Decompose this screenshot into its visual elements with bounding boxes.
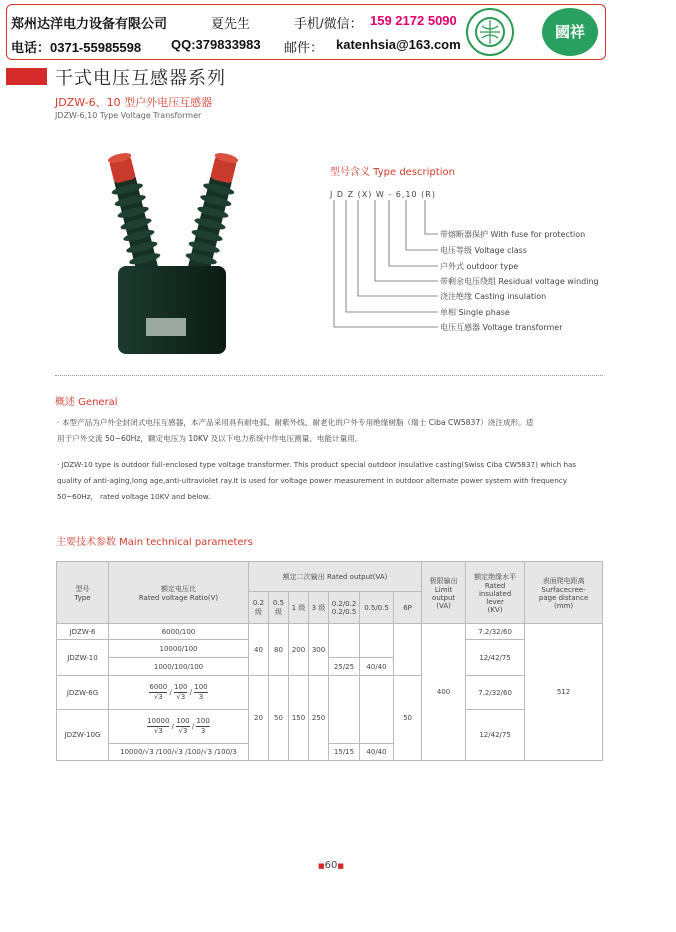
table-cell-6p: 50 <box>394 676 422 761</box>
table-cell <box>360 624 394 658</box>
general-cn-text: · 本型产品为户外全封闭式电压互感器，本产品采用具有耐电弧、耐紫外线、耐老化的户外专用绝缘树脂（瑞士 Ciba CW5837）浇注成形。适 用于户外交流 50~60Hz，额定电压为 10KV 及以下电力系统中作电压测量、电能计量用。 <box>57 418 534 443</box>
table-cell-ratio: 10000/100 <box>109 640 249 658</box>
type-description-heading: 型号含义 Type description <box>330 167 455 178</box>
table-cell: 40/40 <box>360 744 394 761</box>
header-class: 0.5 级 <box>269 592 289 624</box>
technical-parameters-table <box>56 561 603 761</box>
header-class: 0.2 级 <box>249 592 269 624</box>
tel-number[interactable]: 电话：0371-55985598 <box>11 40 142 55</box>
company-seal-logo-icon <box>466 8 514 56</box>
table-cell: 40 <box>249 624 269 676</box>
header-class: 0.5/0.5 <box>360 592 394 624</box>
header-rated-output: 额定二次输出 Rated output(VA) <box>249 562 422 592</box>
table-cell-creepage: 512 <box>525 624 603 761</box>
table-cell: 300 <box>309 624 329 676</box>
title-accent-bar <box>6 68 47 85</box>
table-cell-type: JDZW-6 <box>57 624 109 640</box>
subtitle-en: JDZW-6,10 Type Voltage Transformer <box>55 111 202 120</box>
table-cell-insulation: 7.2/32/60 <box>466 676 525 710</box>
table-cell: 80 <box>269 624 289 676</box>
page-number: ■60■ <box>318 860 344 871</box>
phone-number[interactable]: 159 2172 5090 <box>370 13 457 28</box>
general-heading: 概述 General <box>55 397 118 408</box>
table-cell-ratio: 10000/√3 /100/√3 /100/√3 /100/3 <box>109 744 249 761</box>
table-cell: 50 <box>269 676 289 761</box>
header-class: 1 级 <box>289 592 309 624</box>
type-code-leader-lines <box>330 200 440 330</box>
header-insulation: 额定绝缘水平 Rated insulated lever (KV) <box>466 562 525 624</box>
table-cell <box>360 676 394 744</box>
company-name: 郑州达洋电力设备有限公司 <box>11 16 168 31</box>
type-item: 带熔断器保护 With fuse for protection <box>440 230 586 239</box>
table-cell-type: JDZW-10G <box>57 710 109 761</box>
header-creepage: 表面爬电距离 Surfacecree- page distance (mm) <box>525 562 603 624</box>
table-cell-insulation: 12/42/75 <box>466 710 525 761</box>
table-cell-ratio: $\frac{10000}{√3}$ / $\frac{100}{√3}$ / $\frac{100}{3}$ <box>109 710 249 744</box>
header-class: 6P <box>394 592 422 624</box>
mail-label: 邮件： <box>284 40 324 55</box>
type-item: 带剩余电压绕组 Residual voltage winding <box>440 277 599 286</box>
phone-label: 手机/微信： <box>294 16 363 31</box>
table-cell: 200 <box>289 624 309 676</box>
general-en-text: · JDZW-10 type is outdoor full-enclosed type voltage transformer. This product special outdoor insulative casting(Swiss Ciba CW5837) which has quality of anti-aging,long age,anti-ultraviolet ray.It is used for voltage power measurement in outdoor alternate power system with frequency 50~60Hz， rated voltage 10KV and below. <box>57 460 577 501</box>
params-heading: 主要技术参数 Main technical parameters <box>56 537 253 548</box>
table-cell-insulation: 7.2/32/60 <box>466 624 525 640</box>
table-cell: 25/25 <box>329 658 360 676</box>
table-cell-limit: 400 <box>422 624 466 761</box>
type-code: J D Z (X) W - 6,10 (R) <box>330 190 436 199</box>
table-cell-insulation: 12/42/75 <box>466 640 525 676</box>
header-ratio: 额定电压比 Rated voltage Ratio(V) <box>109 562 249 624</box>
type-item: 浇注绝缘 Casting insulation <box>440 292 547 301</box>
table-cell: 20 <box>249 676 269 761</box>
header-class: 0.2/0.2 0.2/0.5 <box>329 592 360 624</box>
table-cell <box>394 624 422 676</box>
qq-number: QQ:379833983 <box>171 37 261 52</box>
table-cell: 250 <box>309 676 329 761</box>
brand-logo-icon: 國祥 <box>542 8 598 56</box>
table-cell: 15/15 <box>329 744 360 761</box>
type-item: 户外式 outdoor type <box>440 262 519 271</box>
transformer-product-image <box>88 138 258 360</box>
header-limit-output: 极限输出 Limit output (VA) <box>422 562 466 624</box>
type-item: 电压互感器 Voltage transformer <box>440 323 563 332</box>
table-cell-ratio: 1000/100/100 <box>109 658 249 676</box>
table-cell-ratio: 6000/100 <box>109 624 249 640</box>
email-address[interactable]: katenhsia@163.com <box>336 37 461 52</box>
header-class: 3 级 <box>309 592 329 624</box>
table-cell: 40/40 <box>360 658 394 676</box>
table-cell <box>329 676 360 744</box>
table-cell-type: JDZW-6G <box>57 676 109 710</box>
header-type: 型号 Type <box>57 562 109 624</box>
table-cell-type: JDZW-10 <box>57 640 109 676</box>
type-item: 电压等级 Voltage class <box>440 246 527 255</box>
table-cell <box>329 624 360 658</box>
section-divider <box>55 375 603 376</box>
type-item: 单相 Single phase <box>440 308 510 317</box>
table-cell: 150 <box>289 676 309 761</box>
table-cell-ratio: $\frac{6000}{√3}$ / $\frac{100}{√3}$ / $\frac{100}{3}$ <box>109 676 249 710</box>
page-title: 干式电压互感器系列 <box>55 68 226 89</box>
contact-name: 夏先生 <box>211 16 251 31</box>
subtitle-cn: JDZW-6、10 型户外电压互感器 <box>55 96 213 109</box>
